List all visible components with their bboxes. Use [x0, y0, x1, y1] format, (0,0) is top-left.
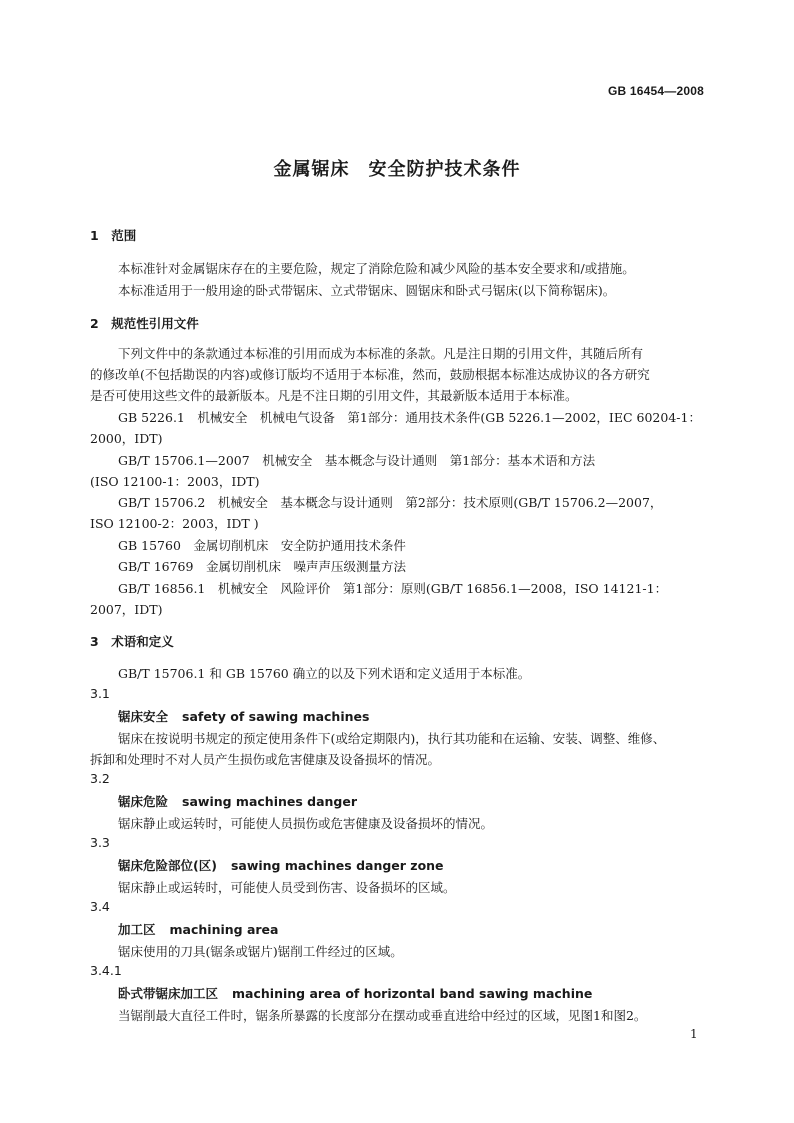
section-heading-normative-references: 2 规范性引用文件: [90, 316, 199, 331]
term-zh: 卧式带锯床加工区: [118, 986, 219, 1001]
term-heading: [118, 707, 369, 725]
term-en: safety of sawing machines: [182, 709, 370, 724]
term-definition-line: 当锯削最大直径工件时，锯条所暴露的长度部分在摆动或垂直进给中经过的区域，见图1和图2。: [118, 1008, 647, 1023]
paragraph-line: 的修改单(不包括勘误的内容)或修订版均不适用于本标准，然而，鼓励根据本标准达成协议的各方研究: [90, 367, 650, 382]
term-en: machining area of horizontal band sawing machine: [232, 986, 593, 1001]
reference-entry: GB/T 16856.1 机械安全 风险评价 第1部分：原则(GB/T 16856.1—2008，ISO 14121-1：: [118, 581, 668, 596]
page-number: 1: [690, 1027, 698, 1041]
term-definition-line: 锯床静止或运转时，可能使人员受到伤害、设备损坏的区域。: [118, 880, 456, 895]
term-number: 3.4.1: [90, 963, 122, 978]
term-number: 3.4: [90, 899, 110, 914]
paragraph-line: 本标准针对金属锯床存在的主要危险，规定了消除危险和减少风险的基本安全要求和/或措施。: [118, 261, 635, 276]
term-zh: 锯床危险: [118, 794, 169, 809]
term-number: 3.2: [90, 771, 110, 786]
term-zh: 锯床安全: [118, 709, 169, 724]
paragraph-line: 本标准适用于一般用途的卧式带锯床、立式带锯床、圆锯床和卧式弓锯床(以下简称锯床)。: [118, 283, 616, 298]
reference-entry-continuation: ISO 12100-2：2003，IDT ): [90, 516, 259, 531]
term-zh: 锯床危险部位(区): [118, 858, 217, 873]
reference-entry-continuation: 2000，IDT): [90, 431, 163, 446]
reference-entry: GB/T 15706.1—2007 机械安全 基本概念与设计通则 第1部分：基本术语和方法: [118, 453, 596, 468]
paragraph-line: 下列文件中的条款通过本标准的引用而成为本标准的条款。凡是注日期的引用文件，其随后所有: [118, 346, 644, 361]
term-number: 3.1: [90, 686, 110, 701]
reference-entry: GB/T 16769 金属切削机床 噪声声压级测量方法: [118, 559, 406, 574]
term-heading: [118, 856, 444, 874]
term-heading: [118, 920, 278, 938]
term-en: machining area: [169, 922, 279, 937]
document-title: 金属锯床 安全防护技术条件: [273, 159, 521, 180]
term-definition-line: 拆卸和处理时不对人员产生损伤或危害健康及设备损坏的情况。: [90, 752, 441, 767]
paragraph-line: 是否可使用这些文件的最新版本。凡是不注日期的引用文件，其最新版本适用于本标准。: [90, 388, 578, 403]
term-zh: 加工区: [118, 922, 156, 937]
term-definition-line: 锯床静止或运转时，可能使人员损伤或危害健康及设备损坏的情况。: [118, 816, 494, 831]
reference-entry: GB 15760 金属切削机床 安全防护通用技术条件: [118, 538, 406, 553]
standard-code: GB 16454—2008: [608, 84, 704, 98]
term-en: sawing machines danger: [182, 794, 358, 809]
reference-entry-continuation: 2007，IDT): [90, 602, 163, 617]
section-heading-terms-definitions: 3 术语和定义: [90, 634, 174, 649]
reference-entry: GB 5226.1 机械安全 机械电气设备 第1部分：通用技术条件(GB 5226.1—2002，IEC 60204-1：: [118, 410, 701, 425]
term-heading: [118, 792, 357, 810]
term-number: 3.3: [90, 835, 110, 850]
term-en: sawing machines danger zone: [230, 858, 444, 873]
reference-entry-continuation: (ISO 12100-1：2003，IDT): [90, 474, 260, 489]
paragraph-line: GB/T 15706.1 和 GB 15760 确立的以及下列术语和定义适用于本标准。: [118, 666, 531, 681]
section-heading-scope: 1 范围: [90, 228, 137, 243]
term-definition-line: 锯床使用的刀具(锯条或锯片)锯削工件经过的区域。: [118, 944, 403, 959]
reference-entry: GB/T 15706.2 机械安全 基本概念与设计通则 第2部分：技术原则(GB/T 15706.2—2007，: [118, 495, 663, 510]
term-definition-line: 锯床在按说明书规定的预定使用条件下(或给定期限内)，执行其功能和在运输、安装、调整、维修、: [118, 731, 666, 746]
term-heading: [118, 984, 592, 1002]
